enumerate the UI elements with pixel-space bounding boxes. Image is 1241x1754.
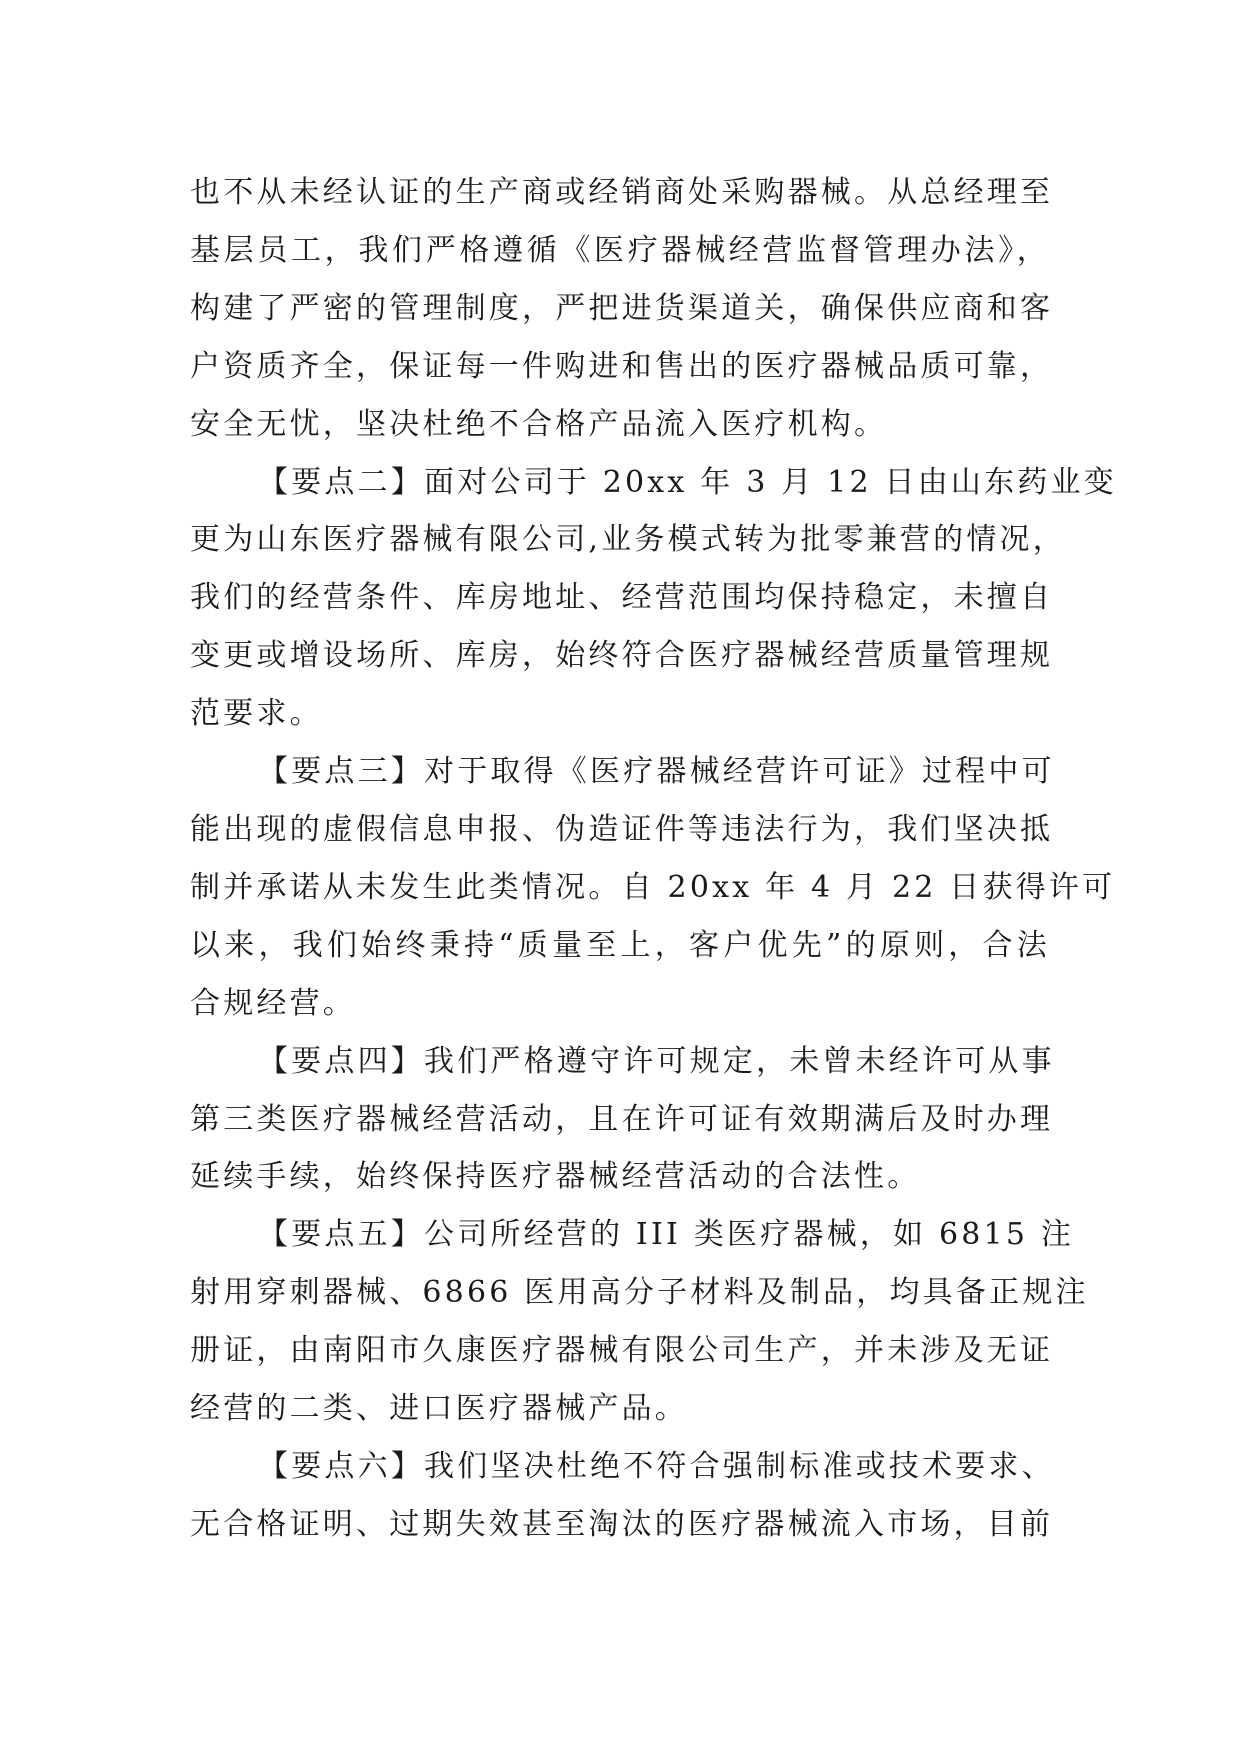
paragraph-point-3 bbox=[190, 743, 1116, 1033]
text-line: 变更或增设场所、库房，始终符合医疗器械经营质量管理规 bbox=[190, 638, 1054, 674]
paragraph-point-2 bbox=[190, 454, 1117, 744]
text-line: 合规经营。 bbox=[190, 985, 356, 1021]
text-line: 册证，由南阳市久康医疗器械有限公司生产，并未涉及无证 bbox=[190, 1333, 1054, 1369]
paragraph-point-4 bbox=[190, 1033, 1055, 1207]
paragraph-point-5 bbox=[190, 1206, 1089, 1438]
text-line: 射用穿刺器械、6866 医用高分子材料及制品，均具备正规注 bbox=[190, 1275, 1089, 1311]
document-body bbox=[190, 164, 1117, 1554]
text-line: 构建了严密的管理制度，严把进货渠道关，确保供应商和客 bbox=[190, 290, 1054, 326]
text-line: 安全无忧，坚决杜绝不合格产品流入医疗机构。 bbox=[190, 406, 888, 442]
text-line: 更为山东医疗器械有限公司,业务模式转为批零兼营的情况， bbox=[190, 522, 1066, 558]
text-line: 【要点四】我们严格遵守许可规定，未曾未经许可从事 bbox=[258, 1043, 1055, 1079]
text-line: 也不从未经认证的生产商或经销商处采购器械。从总经理至 bbox=[190, 175, 1054, 210]
text-line: 我们的经营条件、库房地址、经营范围均保持稳定，未擅自 bbox=[190, 580, 1054, 616]
text-line: 以来，我们始终秉持“质量至上，客户优先”的原则，合法 bbox=[190, 927, 1050, 963]
text-line: 延续手续，始终保持医疗器械经营活动的合法性。 bbox=[190, 1159, 921, 1195]
text-line: 【要点六】我们坚决杜绝不符合强制标准或技术要求、 bbox=[258, 1448, 1055, 1484]
text-line: 经营的二类、进口医疗器械产品。 bbox=[190, 1391, 688, 1427]
text-line: 无合格证明、过期失效甚至淘汰的医疗器械流入市场，目前 bbox=[190, 1506, 1054, 1542]
text-line: 户资质齐全，保证每一件购进和售出的医疗器械品质可靠， bbox=[190, 348, 1054, 384]
text-line: 【要点二】面对公司于 20xx 年 3 月 12 日由山东药业变 bbox=[258, 464, 1117, 500]
text-line: 基层员工，我们严格遵循《医疗器械经营监督管理办法》， bbox=[190, 232, 1050, 268]
text-line: 【要点五】公司所经营的 III 类医疗器械，如 6815 注 bbox=[258, 1217, 1075, 1253]
text-line: 制并承诺从未发生此类情况。自 20xx 年 4 月 22 日获得许可 bbox=[190, 869, 1116, 905]
text-line: 第三类医疗器械经营活动，且在许可证有效期满后及时办理 bbox=[190, 1101, 1054, 1137]
paragraph-intro-continuation bbox=[190, 164, 1054, 454]
text-line: 【要点三】对于取得《医疗器械经营许可证》过程中可 bbox=[258, 754, 1055, 790]
paragraph-point-6 bbox=[190, 1438, 1055, 1554]
text-line: 范要求。 bbox=[190, 696, 323, 732]
text-line: 能出现的虚假信息申报、伪造证件等违法行为，我们坚决抵 bbox=[190, 811, 1054, 847]
